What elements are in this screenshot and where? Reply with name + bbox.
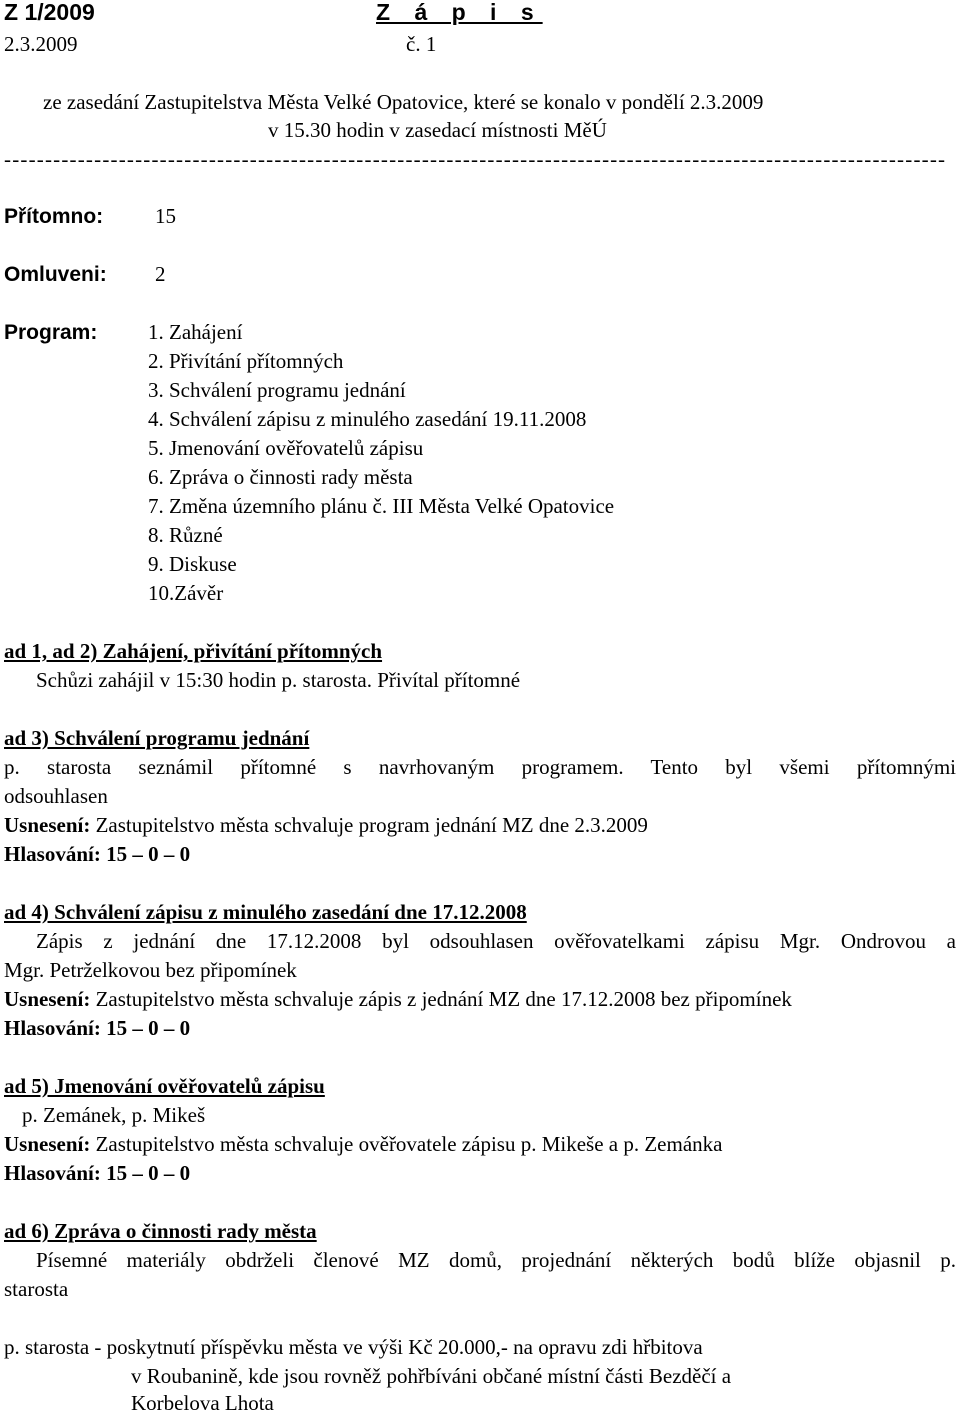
program-item: 7. Změna územního plánu č. III Města Velké Opatovice — [148, 494, 615, 518]
section-4-resolution — [4, 985, 792, 1014]
resolution-text: Zastupitelstvo města schvaluje program jednání MZ dne 2.3.2009 — [90, 813, 648, 837]
section-3-text-2: odsouhlasen — [4, 784, 108, 808]
section-6-text-1: Písemné materiály obdrželi členové MZ domů, projednání některých bodů blíže objasnil p. — [36, 1248, 956, 1272]
program-item: 9. Diskuse — [148, 552, 237, 576]
section-6-text-2: starosta — [4, 1277, 69, 1301]
program-item: 5. Jmenování ověřovatelů zápisu — [148, 436, 424, 460]
document-number: č. 1 — [406, 32, 437, 56]
resolution-text: Zastupitelstvo města schvaluje ověřovatele zápisu p. Mikeše a p. Zemánka — [90, 1132, 723, 1156]
section-4-text-1: Zápis z jednání dne 17.12.2008 byl odsouhlasen ověřovatelkami zápisu Mgr. Ondrovou a — [36, 929, 956, 953]
divider: ------------------------------------------------------------------------------------------------------------------- — [4, 147, 947, 171]
resolution-text: Zastupitelstvo města schvaluje zápis z jednání MZ dne 17.12.2008 bez připomínek — [90, 987, 792, 1011]
program-item: 6. Zpráva o činnosti rady města — [148, 465, 413, 489]
section-3-heading: ad 3) Schválení programu jednání — [4, 726, 310, 750]
resolution-label: Usnesení: — [4, 987, 91, 1011]
program-item: 10.Závěr — [148, 581, 224, 605]
section-1-text: Schůzi zahájil v 15:30 hodin p. starosta. Přivítal přítomné — [36, 668, 521, 692]
section-4-text-2: Mgr. Petrželkovou bez připomínek — [4, 958, 297, 982]
section-5-heading: ad 5) Jmenování ověřovatelů zápisu — [4, 1074, 325, 1098]
section-4-heading: ad 4) Schválení zápisu z minulého zasedání dne 17.12.2008 — [4, 900, 527, 924]
program-item: 2. Přivítání přítomných — [148, 349, 344, 373]
intro-line-2: v 15.30 hodin v zasedací místnosti MěÚ — [268, 118, 607, 142]
section-5-resolution — [4, 1130, 722, 1159]
resolution-label: Usnesení: — [4, 1132, 91, 1156]
section-4-vote: Hlasování: 15 – 0 – 0 — [4, 1016, 191, 1040]
intro-line-1: ze zasedání Zastupitelstva Města Velké Opatovice, které se konalo v pondělí 2.3.2009 — [43, 90, 764, 114]
excused-value: 2 — [155, 262, 166, 286]
present-label: Přítomno: — [4, 205, 104, 228]
program-list — [148, 318, 614, 608]
section-6-heading: ad 6) Zpráva o činnosti rady města — [4, 1219, 317, 1243]
section-1-heading: ad 1, ad 2) Zahájení, přivítání přítomných — [4, 639, 383, 663]
resolution-label: Usnesení: — [4, 813, 91, 837]
program-item: 1. Zahájení — [148, 320, 243, 344]
section-5-text: p. Zemánek, p. Mikeš — [22, 1103, 206, 1127]
section-6-text-5: Korbelova Lhota — [131, 1391, 274, 1415]
section-3-vote: Hlasování: 15 – 0 – 0 — [4, 842, 191, 866]
section-3-text-1: p. starosta seznámil přítomné s navrhovaným programem. Tento byl všemi přítomnými — [4, 755, 956, 779]
program-item: 3. Schválení programu jednání — [148, 378, 406, 402]
section-5-vote: Hlasování: 15 – 0 – 0 — [4, 1161, 191, 1185]
program-label: Program: — [4, 321, 98, 344]
section-6-text-4: v Roubanině, kde jsou rovněž pohřbíváni občané místní části Bezděčí a — [131, 1364, 732, 1388]
program-item: 4. Schválení zápisu z minulého zasedání 19.11.2008 — [148, 407, 587, 431]
program-item: 8. Různé — [148, 523, 223, 547]
document-date: 2.3.2009 — [4, 32, 78, 56]
section-3-resolution — [4, 811, 648, 840]
present-value: 15 — [155, 204, 176, 228]
document-title: Z á p i s — [376, 0, 543, 25]
excused-label: Omluveni: — [4, 263, 107, 286]
section-6-text-3: p. starosta - poskytnutí příspěvku města ve výši Kč 20.000,- na opravu zdi hřbitova — [4, 1335, 703, 1359]
document-code: Z 1/2009 — [4, 0, 95, 25]
